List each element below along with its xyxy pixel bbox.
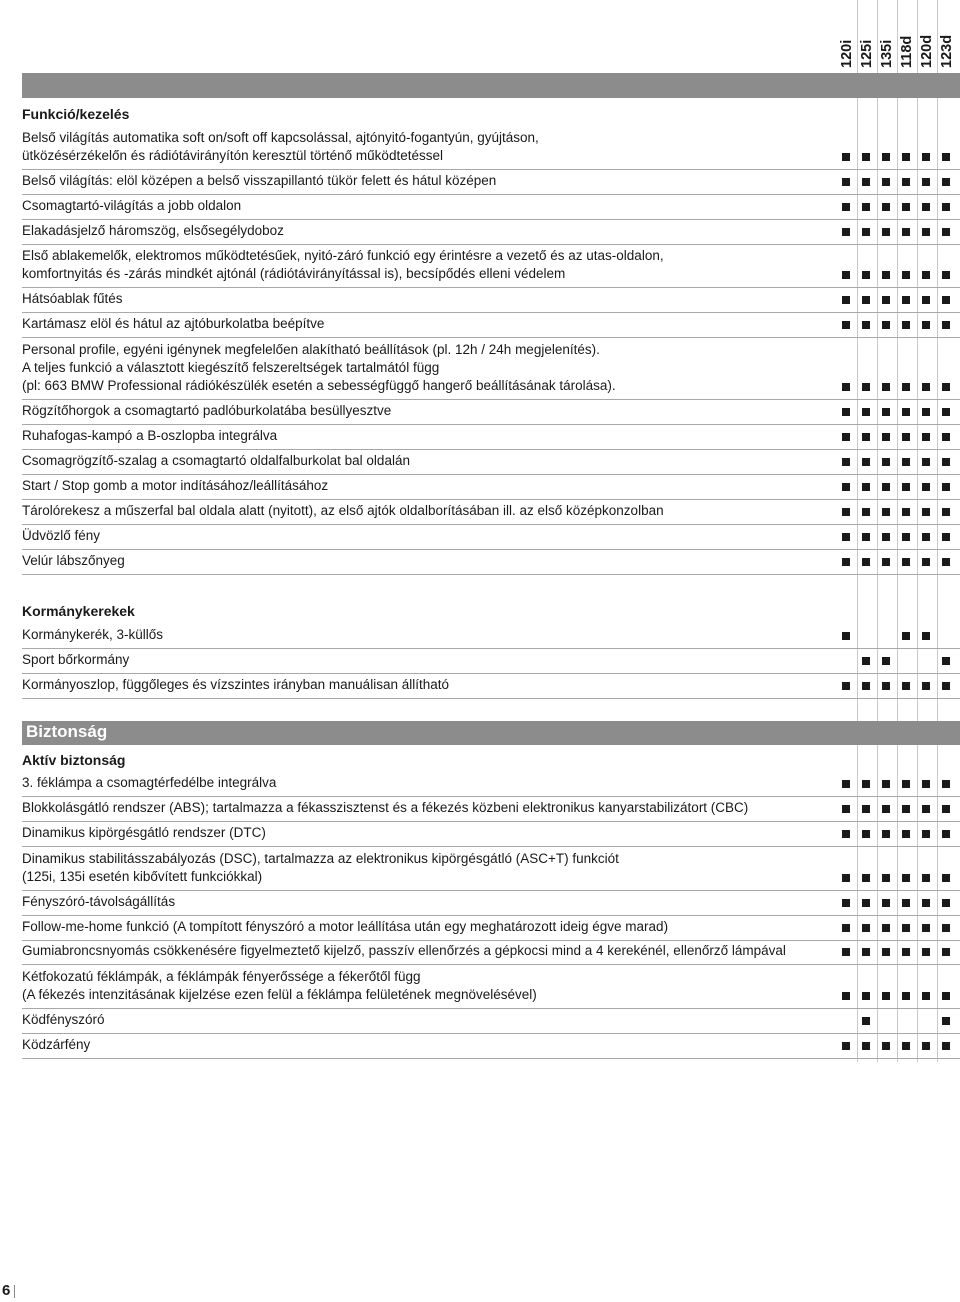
standard-mark-120d [922, 533, 930, 541]
standard-mark-120i [842, 178, 850, 186]
standard-mark-120i [842, 558, 850, 566]
table-row [22, 966, 960, 1009]
standard-mark-118d [902, 458, 910, 466]
standard-mark-135i [882, 805, 890, 813]
standard-mark-120i [842, 948, 850, 956]
feature-text: Első ablakemelők, elektromos működtetésűek, nyitó-záró funkció egy érintésre a vezető és az utas-oldalon, komfortnyitás és -zárás mindkét ajtónál (rádiótávirányítással is), becsípődés elleni védelem [22, 248, 664, 281]
model-label: 118d [899, 35, 915, 68]
standard-mark-135i [882, 178, 890, 186]
feature-text: Dinamikus stabilitásszabályozás (DSC), tartalmazza az elektronikus kipörgésgátló (ASC+T) funkciót (125i, 135i esetén kibővített funkciókkal) [22, 851, 619, 884]
standard-mark-120d [922, 874, 930, 882]
table-row [22, 220, 960, 245]
standard-mark-123d [942, 682, 950, 690]
availability-marks [838, 682, 960, 692]
standard-mark-123d [942, 408, 950, 416]
standard-mark-135i [882, 1042, 890, 1050]
standard-mark-125i [862, 508, 870, 516]
standard-mark-120d [922, 383, 930, 391]
standard-mark-120d [922, 203, 930, 211]
availability-marks [838, 296, 960, 306]
feature-text: Elakadásjelző háromszög, elsősegélydoboz [22, 223, 284, 238]
table-row [22, 195, 960, 220]
standard-mark-120i [842, 321, 850, 329]
standard-mark-118d [902, 805, 910, 813]
standard-mark-120i [842, 830, 850, 838]
availability-marks [838, 433, 960, 443]
page-number: 6 [2, 1282, 11, 1299]
feature-text: 3. féklámpa a csomagtérfedélbe integrálva [22, 775, 277, 790]
model-label: 120i [839, 39, 855, 68]
availability-marks [838, 321, 960, 331]
standard-mark-118d [902, 153, 910, 161]
standard-mark-120i [842, 383, 850, 391]
feature-text: Rögzítőhorgok a csomagtartó padlóburkolatába besüllyesztve [22, 403, 392, 418]
standard-mark-135i [882, 657, 890, 665]
standard-mark-123d [942, 948, 950, 956]
section-heading-kormany: Kormánykerekek [22, 603, 135, 619]
standard-mark-125i [862, 153, 870, 161]
standard-mark-120i [842, 899, 850, 907]
availability-marks [838, 1042, 960, 1052]
standard-mark-120d [922, 433, 930, 441]
feature-text: Ködfényszóró [22, 1012, 105, 1027]
table-row [22, 550, 960, 575]
standard-mark-120i [842, 408, 850, 416]
standard-mark-120d [922, 830, 930, 838]
standard-mark-123d [942, 533, 950, 541]
availability-marks [838, 632, 960, 642]
standard-mark-125i [862, 321, 870, 329]
model-label: 120d [919, 34, 935, 68]
standard-mark-120d [922, 1042, 930, 1050]
standard-mark-135i [882, 296, 890, 304]
standard-mark-120i [842, 296, 850, 304]
standard-mark-120d [922, 153, 930, 161]
standard-mark-135i [882, 533, 890, 541]
standard-mark-123d [942, 383, 950, 391]
table-row [22, 674, 960, 699]
standard-mark-125i [862, 433, 870, 441]
standard-mark-120i [842, 992, 850, 1000]
section-bar [22, 721, 960, 745]
table-row [22, 245, 960, 288]
availability-marks [838, 780, 960, 790]
standard-mark-118d [902, 558, 910, 566]
standard-mark-120d [922, 321, 930, 329]
feature-text: Tárolórekesz a műszerfal bal oldala alatt (nyitott), az első ajtók oldalborításában ill. az első középkonzolban [22, 503, 664, 518]
standard-mark-120d [922, 483, 930, 491]
standard-mark-118d [902, 874, 910, 882]
standard-mark-120d [922, 805, 930, 813]
standard-mark-125i [862, 948, 870, 956]
table-row [22, 500, 960, 525]
standard-mark-118d [902, 508, 910, 516]
standard-mark-135i [882, 948, 890, 956]
top-bar [22, 73, 960, 98]
standard-mark-125i [862, 874, 870, 882]
standard-mark-120d [922, 228, 930, 236]
availability-marks [838, 805, 960, 815]
availability-marks [838, 948, 960, 958]
standard-mark-120d [922, 178, 930, 186]
availability-marks [838, 533, 960, 543]
standard-mark-118d [902, 271, 910, 279]
availability-marks [838, 657, 960, 667]
standard-mark-125i [862, 533, 870, 541]
standard-mark-118d [902, 1042, 910, 1050]
table-row [22, 649, 960, 674]
standard-mark-120i [842, 1042, 850, 1050]
standard-mark-135i [882, 458, 890, 466]
standard-mark-118d [902, 228, 910, 236]
standard-mark-120i [842, 924, 850, 932]
standard-mark-125i [862, 780, 870, 788]
feature-text: Kartámasz elöl és hátul az ajtóburkolatba beépítve [22, 316, 325, 331]
standard-mark-135i [882, 153, 890, 161]
standard-mark-135i [882, 483, 890, 491]
standard-mark-120d [922, 632, 930, 640]
table-row [22, 772, 960, 797]
standard-mark-118d [902, 948, 910, 956]
table-row [22, 450, 960, 475]
section-heading-aktiv: Aktív biztonság [22, 752, 126, 768]
standard-mark-120i [842, 533, 850, 541]
model-header [838, 0, 960, 72]
standard-mark-135i [882, 228, 890, 236]
feature-text: Belső világítás automatika soft on/soft off kapcsolással, ajtónyitó-fogantyún, gyújtáson, ütközésérzékelőn és rádiótávirányítón keresztül történő működtetéssel [22, 130, 539, 163]
table-row [22, 1009, 960, 1034]
standard-mark-120i [842, 271, 850, 279]
standard-mark-123d [942, 899, 950, 907]
feature-text: Follow-me-home funkció (A tompított fényszóró a motor leállítása után egy meghatározott ideig égve marad) [22, 919, 669, 934]
standard-mark-123d [942, 924, 950, 932]
model-label: 125i [859, 39, 875, 68]
standard-mark-123d [942, 992, 950, 1000]
standard-mark-135i [882, 682, 890, 690]
standard-mark-123d [942, 203, 950, 211]
standard-mark-120d [922, 780, 930, 788]
feature-text: Blokkolásgátló rendszer (ABS); tartalmazza a fékasszisztenst és a fékezés közbeni elektronikus kanyarstabilizátort (CBC) [22, 800, 749, 815]
standard-mark-123d [942, 780, 950, 788]
standard-mark-125i [862, 203, 870, 211]
availability-marks [838, 508, 960, 518]
feature-text: Start / Stop gomb a motor indításához/leállításához [22, 478, 329, 493]
section-heading-funkcio: Funkció/kezelés [22, 106, 130, 122]
feature-text: Fényszóró-távolságállítás [22, 894, 176, 909]
standard-mark-125i [862, 296, 870, 304]
standard-mark-123d [942, 433, 950, 441]
feature-text: Üdvözlő fény [22, 528, 101, 543]
feature-text: Csomagtartó-világítás a jobb oldalon [22, 198, 242, 213]
standard-mark-118d [902, 924, 910, 932]
standard-mark-125i [862, 657, 870, 665]
standard-mark-123d [942, 558, 950, 566]
standard-mark-120d [922, 408, 930, 416]
standard-mark-118d [902, 321, 910, 329]
standard-mark-120i [842, 508, 850, 516]
feature-text: Kétfokozatú féklámpák, a féklámpák fényerőssége a fékerőtől függ (A fékezés intenzitásának kijelzése ezen felül a féklámpa felületének megnövelésével) [22, 969, 537, 1002]
feature-text: Kormánykerék, 3-küllős [22, 627, 164, 642]
model-120i [838, 0, 858, 72]
availability-marks [838, 271, 960, 281]
feature-text: Gumiabroncsnyomás csökkenésére figyelmeztető kijelző, passzív ellenőrzés a gépkocsi mind a 4 kerekénél, ellenőrző lámpával [22, 943, 786, 958]
standard-mark-125i [862, 899, 870, 907]
standard-mark-120i [842, 203, 850, 211]
standard-mark-135i [882, 408, 890, 416]
standard-mark-120d [922, 458, 930, 466]
standard-mark-123d [942, 296, 950, 304]
feature-text: Belső világítás: elöl középen a belső visszapillantó tükör felett és hátul középen [22, 173, 497, 188]
standard-mark-118d [902, 296, 910, 304]
availability-marks [838, 178, 960, 188]
standard-mark-118d [902, 178, 910, 186]
standard-mark-123d [942, 483, 950, 491]
feature-text: Kormányoszlop, függőleges és vízszintes irányban manuálisan állítható [22, 677, 449, 692]
model-118d [898, 0, 918, 72]
standard-mark-135i [882, 924, 890, 932]
standard-mark-125i [862, 682, 870, 690]
standard-mark-125i [862, 1017, 870, 1025]
model-label: 123d [939, 34, 955, 68]
table-row [22, 624, 960, 649]
standard-mark-120d [922, 924, 930, 932]
standard-mark-118d [902, 383, 910, 391]
standard-mark-123d [942, 1017, 950, 1025]
standard-mark-125i [862, 228, 870, 236]
standard-mark-120i [842, 780, 850, 788]
standard-mark-135i [882, 433, 890, 441]
standard-mark-120i [842, 632, 850, 640]
table-row [22, 313, 960, 338]
standard-mark-135i [882, 383, 890, 391]
standard-mark-120d [922, 992, 930, 1000]
availability-marks [838, 1017, 960, 1027]
availability-marks [838, 924, 960, 934]
table-row [22, 288, 960, 313]
feature-text: Ruhafogas-kampó a B-oszlopba integrálva [22, 428, 278, 443]
availability-marks [838, 408, 960, 418]
feature-text: Sport bőrkormány [22, 652, 130, 667]
standard-mark-125i [862, 458, 870, 466]
availability-marks [838, 458, 960, 468]
feature-text: Ködzárfény [22, 1037, 91, 1052]
model-label: 135i [879, 39, 895, 68]
availability-marks [838, 153, 960, 163]
table-row [22, 127, 960, 170]
standard-mark-120i [842, 483, 850, 491]
standard-mark-120i [842, 458, 850, 466]
table-row [22, 797, 960, 822]
standard-mark-125i [862, 271, 870, 279]
availability-marks [838, 899, 960, 909]
standard-mark-118d [902, 433, 910, 441]
availability-marks [838, 558, 960, 568]
standard-mark-135i [882, 780, 890, 788]
standard-mark-135i [882, 558, 890, 566]
feature-text: Hátsóablak fűtés [22, 291, 123, 306]
table-row [22, 916, 960, 941]
standard-mark-120i [842, 805, 850, 813]
feature-text: Velúr lábszőnyeg [22, 553, 125, 568]
model-123d [938, 0, 958, 72]
standard-mark-125i [862, 383, 870, 391]
standard-mark-135i [882, 874, 890, 882]
standard-mark-118d [902, 682, 910, 690]
table-row [22, 525, 960, 550]
table-row [22, 940, 960, 965]
table-row [22, 891, 960, 916]
standard-mark-120d [922, 948, 930, 956]
standard-mark-118d [902, 830, 910, 838]
standard-mark-125i [862, 558, 870, 566]
standard-mark-135i [882, 992, 890, 1000]
table-row [22, 400, 960, 425]
standard-mark-125i [862, 805, 870, 813]
model-125i [858, 0, 878, 72]
standard-mark-118d [902, 632, 910, 640]
footer-divider [14, 1285, 15, 1298]
standard-mark-123d [942, 657, 950, 665]
feature-text: Personal profile, egyéni igénynek megfelelően alakítható beállítások (pl. 12h / 24h megjelenítés). A teljes funkció a választott kiegészítő felszereltségek tartalmától függ (pl: 663 BMW Professional rádiókészülék esetén a sebességfüggő hangerő beállításának tárolása). [22, 342, 616, 393]
standard-mark-125i [862, 408, 870, 416]
availability-marks [838, 992, 960, 1002]
availability-marks [838, 203, 960, 213]
standard-mark-123d [942, 1042, 950, 1050]
standard-mark-120i [842, 153, 850, 161]
availability-marks [838, 383, 960, 393]
standard-mark-118d [902, 780, 910, 788]
standard-mark-120d [922, 899, 930, 907]
section-bar-title: Biztonság [26, 722, 108, 741]
standard-mark-125i [862, 830, 870, 838]
standard-mark-125i [862, 1042, 870, 1050]
standard-mark-135i [882, 830, 890, 838]
standard-mark-123d [942, 271, 950, 279]
model-120d [918, 0, 938, 72]
table-row [22, 170, 960, 195]
standard-mark-125i [862, 178, 870, 186]
standard-mark-135i [882, 271, 890, 279]
availability-marks [838, 874, 960, 884]
table-row [22, 339, 960, 400]
standard-mark-123d [942, 153, 950, 161]
standard-mark-120i [842, 433, 850, 441]
standard-mark-118d [902, 899, 910, 907]
standard-mark-135i [882, 899, 890, 907]
standard-mark-135i [882, 321, 890, 329]
standard-mark-118d [902, 992, 910, 1000]
feature-text: Dinamikus kipörgésgátló rendszer (DTC) [22, 825, 266, 840]
availability-marks [838, 483, 960, 493]
feature-text: Csomagrögzítő-szalag a csomagtartó oldalfalburkolat bal oldalán [22, 453, 410, 468]
model-135i [878, 0, 898, 72]
standard-mark-123d [942, 228, 950, 236]
standard-mark-120d [922, 271, 930, 279]
standard-mark-123d [942, 458, 950, 466]
standard-mark-120i [842, 874, 850, 882]
table-row [22, 425, 960, 450]
page-footer [2, 1282, 15, 1299]
standard-mark-123d [942, 830, 950, 838]
standard-mark-120i [842, 682, 850, 690]
standard-mark-120d [922, 682, 930, 690]
standard-mark-123d [942, 508, 950, 516]
standard-mark-120d [922, 296, 930, 304]
standard-mark-118d [902, 203, 910, 211]
standard-mark-125i [862, 924, 870, 932]
standard-mark-118d [902, 533, 910, 541]
table-row [22, 475, 960, 500]
table-row [22, 848, 960, 891]
table-row [22, 822, 960, 847]
availability-marks [838, 830, 960, 840]
standard-mark-118d [902, 408, 910, 416]
availability-marks [838, 228, 960, 238]
standard-mark-123d [942, 805, 950, 813]
standard-mark-123d [942, 874, 950, 882]
standard-mark-125i [862, 483, 870, 491]
standard-mark-135i [882, 508, 890, 516]
standard-mark-120i [842, 228, 850, 236]
standard-mark-125i [862, 992, 870, 1000]
table-row [22, 1034, 960, 1059]
standard-mark-118d [902, 483, 910, 491]
standard-mark-135i [882, 203, 890, 211]
standard-mark-123d [942, 321, 950, 329]
standard-mark-120d [922, 558, 930, 566]
standard-mark-123d [942, 178, 950, 186]
standard-mark-120d [922, 508, 930, 516]
